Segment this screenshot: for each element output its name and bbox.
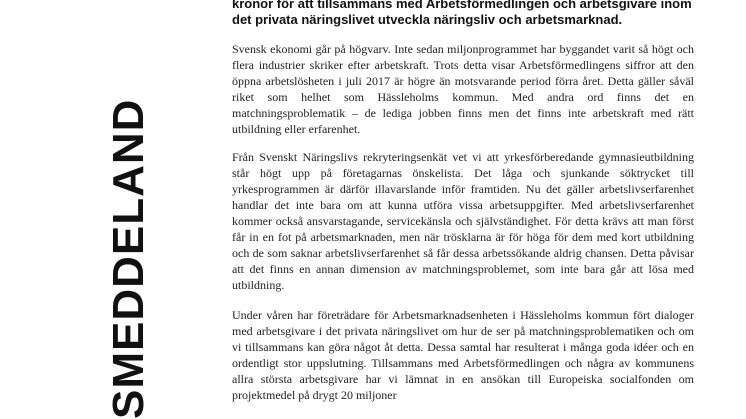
paragraph: Under våren har företrädare för Arbetsmarknadsenheten i Hässleholms kommun fört dialoger med arbetsgivare i det privata näringslivet om hur de ser på matchningsproblematiken och om vi tillsammans kan göra något åt detta. Dessa samtal har resulterat i många goda idéer och en ordentligt stor uppslutning. Tillsammans med Arbetsförmedlingen och några av kommunens allra största arbetsgivare har vi lämnat in en ansökan till Europeiska socialfonden om projektmedel på drygt 20 miljoner: [232, 308, 694, 402]
article-body: [232, 0, 694, 415]
paragraph: Från Svenskt Näringslivs rekryteringsenkät vet vi att yrkesförberedande gymnasieutbildning står högt upp på företagarnas önskelista. Det låga och sjunkande söktrycket till yrkesprogrammen är därför illavarslande inför framtiden. Nu det gäller arbetslivserfarenhet handlar det inte bara om att kunna utföra vissa arbetsuppgifter. Med arbetslivserfarenhet kommer också ansvarstagande, servicekänsla och självständighet. För detta krävs att man först får in en fot på arbetsmarknaden, men när trösklarna är för höga för dem med kort utbildning och de som saknar arbetslivserfarenhet så får dessa arbetssökande aldrig chansen. Detta påvisar att det finns en annan dimension av matchningsproblemet, som inte bara går att lösa med utbildning.: [232, 150, 694, 292]
lead-text: kronor för att tillsammans med Arbetsförmedlingen och arbetsgivare inom det privata näringslivet utveckla näringsliv och arbetsmarknad.: [232, 0, 692, 27]
vertical-title: SMEDDELAND: [104, 98, 153, 419]
paragraph: Svensk ekonomi går på högvarv. Inte sedan miljonprogrammet har byggandet varit så högt och flera industrier skriker efter arbetskraft. Trots detta visar Arbetsförmedlingens siffror att den öppna arbetslösheten i juli 2017 är högre än motsvarande period förra året. Detta gäller såväl riket som helhet som Hässleholms kommun. Med andra ord finns det en matchningsproblematik – de lediga jobben finns men det finns inte arbetskraft med rätt utbildning eller erfarenhet.: [232, 42, 694, 136]
